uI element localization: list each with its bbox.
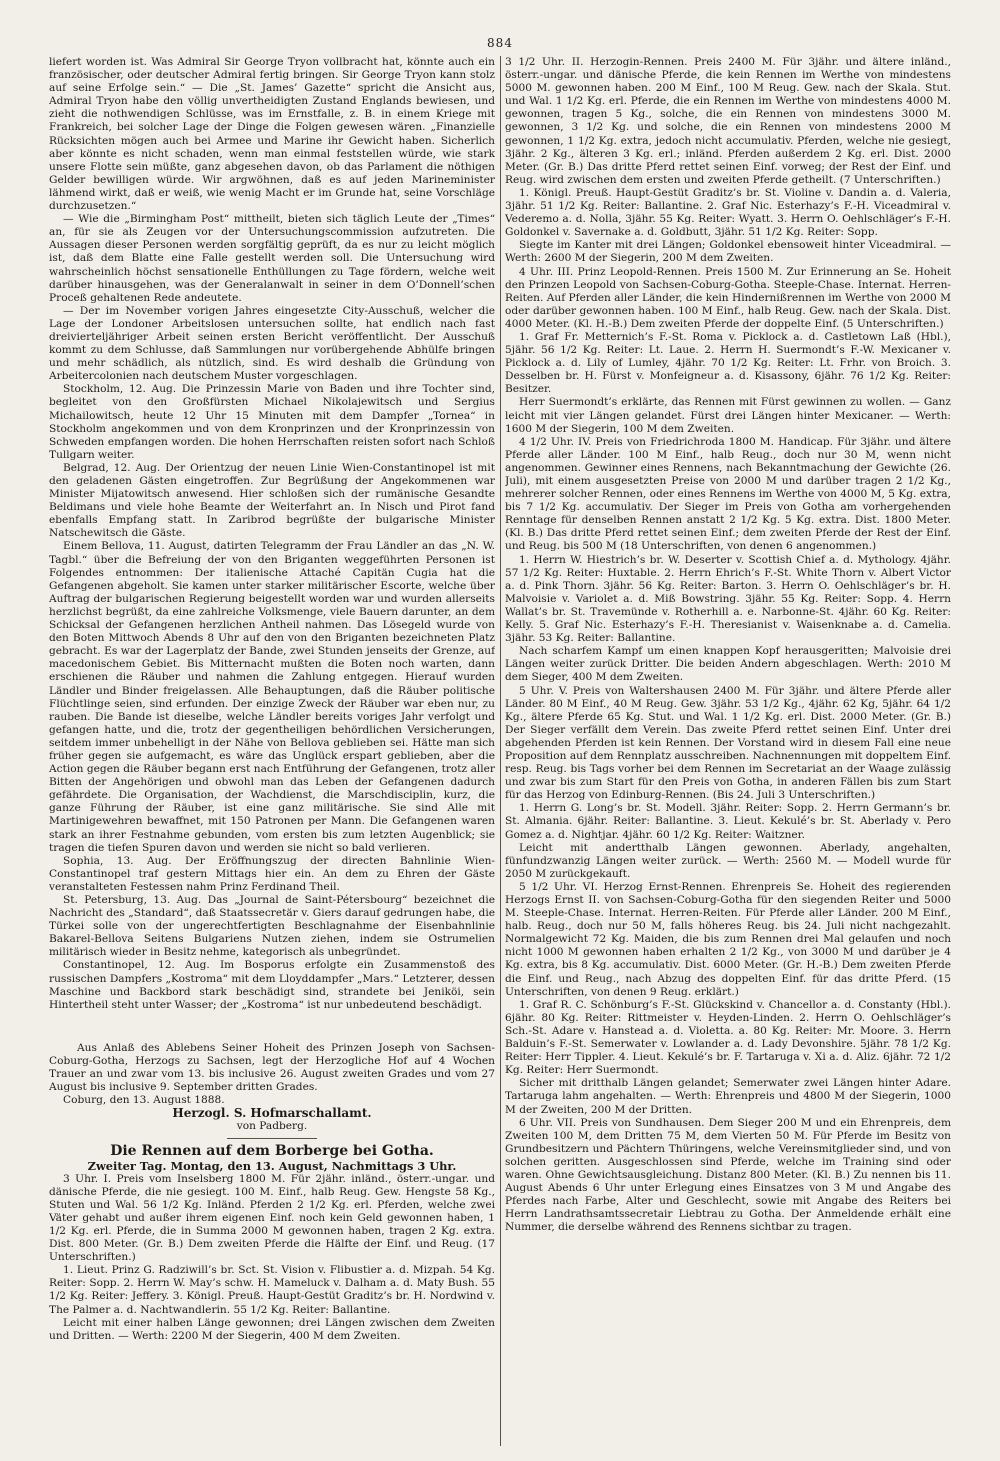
paragraph: 5 Uhr. V. Preis von Waltershausen 2400 M. Für 3jähr. und ältere Pferde aller Länder. 80 M Einf., 40 M Reug. Gew. 3jähr. 53 1/2 Kg., 4jähr. 62 Kg, 5jähr. 64 1/2 Kg., ältere Pferde 65 Kg. Stut. und Wal. 1 1/2 Kg. erl. Dist. 2000 Meter. (Gr. B.) Der Sieger verfällt dem Verein. Das zweite Pferd rettet seinen Einf. Unter drei abgehenden Pferden ist kein Rennen. Der Vorstand wird in diesem Fall eine neue Proposition auf dem Rennplatz ausschreiben. Nachnennungen mit doppeltem Einf. resp. Reug. bis Tags vorher bei dem Rennen im Secretariat an der Waage zulässig und zwar bis zum Start für den Preis von Gotha, in anderen Fällen bis zum Start für das Herzog von Edinburg-Rennen. (Bis 24. Juli 3 Unterschriften.) (505, 684, 951, 802)
paragraph: Nach scharfem Kampf um einen knappen Kopf herausgeritten; Malvoisie drei Längen weiter zurück Dritter. Die beiden Andern abgeschlagen. Werth: 2010 M dem Sieger, 400 M dem Zweiten. (505, 645, 951, 684)
paragraph: Herzogl. S. Hofmarschallamt. (172, 1106, 372, 1121)
paragraph: Belgrad, 12. Aug. Der Orientzug der neuen Linie Wien-Constantinopel ist mit den geladenen Gästen eingetroffen. Zur Begrüßung der Angekommenen war Minister Mijatowitsch anwesend. Hier schloßen sich der rumänische Gesandte Beldimans und viele hohe Beamte der Weiterfahrt an. In Nisch und Pirot fand ebenfalls Empfang statt. In Zaribrod begrüßte der bulgarische Minister Natschewitsch die Gäste. (49, 461, 495, 540)
section-divider (227, 1138, 317, 1139)
paragraph: Stockholm, 12. Aug. Die Prinzessin Marie von Baden und ihre Tochter sind, begleitet von den Großfürsten Michael Nikolajewitsch und Sergius Michailowitsch, heute 12 Uhr 15 Minuten mit dem Dampfer „Tornea“ in Stockholm angekommen und von dem Kronprinzen und der Kronprinzessin von Schweden empfangen worden. Die hohen Herrschaften reisten sofort nach Schloß Tullgarn weiter. (49, 383, 495, 461)
paragraph: 1. Königl. Preuß. Haupt-Gestüt Graditz’s br. St. Violine v. Dandin a. d. Valeria, 3jähr. 51 1/2 Kg. Reiter: Ballantine. 2. Graf Nic. Esterhazy’s F.-H. Viceadmiral v. Vederemo a. d. Nolla, 3jähr. 55 Kg. Reiter: Wyatt. 3. Herrn O. Oehlschläger’s F.-H. Goldonkel v. Savernake a. d. Goldbutt, 3jähr. 51 1/2 Kg. Reiter: Sopp. (505, 186, 951, 239)
paragraph: 3 Uhr. I. Preis vom Inselsberg 1800 M. Für 2jähr. inländ., österr.-ungar. und dänische Pferde, die nie gesiegt. 100 M. Einf., halb Reug. Gew. Hengste 58 Kg., Stuten und Wal. 56 1/2 Kg. Inländ. Pferden 2 1/2 Kg. erl. Pferden, welche zwei Väter gehabt und außer ihrem eigenen Einf. noch kein Geld gewonnen haben, 1 1/2 Kg. erl. Pferde, die in Summa 2000 M gewonnen haben, tragen 2 Kg. extra. Dist. 800 Meter. (Gr. B.) Dem zweiten Pferde die Hälfte der Einf. und Reug. (17 Unterschriften.) (49, 1172, 495, 1264)
paragraph: Aus Anlaß des Ablebens Seiner Hoheit des Prinzen Joseph von Sachsen-Coburg-Gotha, Herzogs zu Sachsen, legt der Herzogliche Hof auf 4 Wochen Trauer an und zwar vom 13. bis inclusive 26. August zweiten Grades und vom 27 August bis inclusive 9. September dritten Grades. (49, 1041, 495, 1094)
paragraph: Sicher mit dritthalb Längen gelandet; Semerwater zwei Längen hinter Adare. Tartaruga lahm angehalten. — Werth: Ehrenpreis und 4800 M der Siegerin, 1000 M der Zweiten, 200 M der Dritten. (505, 1077, 951, 1116)
subheading: Zweiter Tag. Montag, den 13. August, Nachmittags 3 Uhr. (87, 1158, 457, 1173)
page-number: 884 (487, 36, 513, 50)
paragraph: 1. Lieut. Prinz G. Radziwill’s br. Sct. St. Vision v. Flibustier a. d. Mizpah. 54 Kg. Reiter: Sopp. 2. Herrn W. May’s schw. H. Mameluck v. Dalham a. d. Maty Bush. 55 1/2 Kg. Reiter: Jeffery. 3. Königl. Preuß. Haupt-Gestüt Graditz’s br. H. Nordwind v. The Palmer a. d. Nachtwandlerin. 55 1/2 Kg. Reiter: Ballantine. (49, 1264, 495, 1316)
paragraph: 1. Graf R. C. Schönburg’s F.-St. Glückskind v. Chancellor a. d. Constanty (Hbl.). 6jähr. 80 Kg. Reiter: Rittmeister v. Heyden-Linden. 2. Herrn O. Oehlschläger’s Sch.-St. Adare v. Hanstead a. d. Violetta. a. 80 Kg. Reiter: Mr. Moore. 3. Herrn Balduin’s F.-St. Semerwater v. Lowlander a. d. Lady Devonshire. 5jähr. 78 1/2 Kg. Reiter: Herr Tippler. 4. Lieut. Kekulé’s br. F. Tartaruga v. Xi a. d. Aliz. 6jähr. 72 1/2 Kg. Reiter: Herr Suermondt. (505, 998, 951, 1077)
paragraph: Einem Bellova, 11. August, datirten Telegramm der Frau Ländler an das „N. W. Tagbl.“ über die Befreiung der von den Briganten weggeführten Personen ist Folgendes entnommen: Der italienische Attaché Capitän Cugia hat die Gefangenen abgeholt. Sie kamen unter starker militärischer Escorte, welche über Auftrag der bulgarischen Regierung beigestellt worden war und wurden allerseits herzlichst begrüßt, da eine zahlreiche Volksmenge, viele Bauern darunter, an dem Schicksal der Gefangenen herzlichen Antheil nahmen. Das Lösegeld wurde von den Boten Mittwoch Abends 8 Uhr auf den von den Briganten bezeichneten Platz gebracht. Es war der Lagerplatz der Bande, zwei Stunden jenseits der Grenze, auf macedonischem Gebiet. Bis Mitternacht mußten die Boten noch warten, dann erschienen die Räuber und nahmen die Zahlung entgegen. Hierauf wurden Ländler und Binder freigelassen. Alle Behauptungen, daß die Räuber politische Flüchtlinge seien, sind erfunden. Der einzige Zweck der Räuber war eben nur, zu rauben. Die Bande ist dieselbe, welche Ländler bereits voriges Jahr verfolgt und gefangen hatte, und die, trotz der gegentheiligen behördlichen Versicherungen, seitdem immer unbehelligt in der Nähe von Bellova geblieben sei. Hätte man sich früher gegen sie aufgemacht, es wäre das Unglück erspart geblieben, aber die Action gegen die Räuber begann erst nach Entführung der Gefangenen, trotz aller Bitten der Angehörigen und obwohl man das Leben der Gefangenen dadurch gefährdete. Die Organisation, der Wachdienst, die Marschdisciplin, kurz, die ganze Führung der Räuber, ist eine ganz militärische. Sie sind Alle mit Martinigewehren bewaffnet, mit 150 Patronen per Mann. Die Gefangenen waren stark an ihrer Festnahme gebunden, vom ersten bis zum letzten Augenblick; sie tragen die tiefen Spuren davon und werden sie nicht so bald verlieren. (49, 540, 495, 854)
paragraph: Siegte im Kanter mit drei Längen; Goldonkel ebensoweit hinter Viceadmiral. — Werth: 2600 M der Siegerin, 200 M dem Zweiten. (505, 239, 951, 265)
paragraph: — Wie die „Birmingham Post“ mittheilt, bieten sich täglich Leute der „Times“ an, für sie als Zeugen vor der Untersuchungscommission aufzutreten. Die Aussagen dieser Personen werden sorgfältig geprüft, da es nur zu leicht möglich ist, daß dem Blatte eine Falle gestellt werden soll. Die Untersuchung wird wahrscheinlich höchst sensationelle Enthüllungen zu Tage fördern, welche weit darüber hinausgehen, was der Generalanwalt in seiner in dem O’Donnell’schen Proceß gehaltenen Rede andeutete. (49, 213, 495, 304)
paragraph: 6 Uhr. VII. Preis von Sundhausen. Dem Sieger 200 M und ein Ehrenpreis, dem Zweiten 100 M, dem Dritten 75 M, dem Vierten 50 M. Für Pferde im Besitz von Grundbesitzern und Pächtern Thüringens, welche Vereinsmitglieder sind, und von solchen geritten. Ausgeschlossen sind Pferde, welche im Training sind oder waren. Ohne Gewichtsausgleichung. Distanz 800 Meter. (Kl. B.) Zu nennen bis 11. August Abends 6 Uhr unter Erlegung eines Einsatzes von 3 M und Angabe des Pferdes nach Farbe, Alter und Geschlecht, sowie mit Angabe des Reiters bei Herrn Landrathsamtssecretair Liebtrau zu Gotha. Der Anmeldende erhält eine Nummer, die derselbe während des Rennens sichtbar zu tragen. (505, 1116, 951, 1234)
paragraph: Coburg, den 13. August 1888. (63, 1094, 225, 1107)
paragraph: — Der im November vorigen Jahres eingesetzte City-Ausschuß, welcher die Lage der Londoner Arbeitslosen untersuchen sollte, hat endlich nach fast dreivierteljähriger Arbeit seinen ersten Bericht veröffentlicht. Der Ausschuß kommt zu dem Schlusse, daß Sammlungen nur vorübergehende Abhülfe bringen und mehr schädlich, als nützlich, sind. Es wird deshalb die Gründung von Arbeitercolonien nach deutschem Muster vorgeschlagen. (49, 304, 495, 383)
section-heading: Die Rennen auf dem Borberge bei Gotha. (110, 1142, 434, 1159)
paragraph: Constantinopel, 12. Aug. Im Bosporus erfolgte ein Zusammenstoß des russischen Dampfers „Kostroma“ mit dem Lloyddampfer „Mars.“ Letzterer, dessen Maschine und Backbord stark beschädigt sind, strandete bei Jeniköi, sein Hintertheil steht unter Wasser; der „Kostroma“ ist nur unbedeutend beschädigt. (49, 959, 495, 1011)
paragraph: Herr Suermondt’s erklärte, das Rennen mit Fürst gewinnen zu wollen. — Ganz leicht mit vier Längen gelandet. Fürst drei Längen hinter Mexicaner. — Werth: 1600 M der Siegerin, 100 M dem Zweiten. (505, 396, 951, 435)
paragraph: 5 1/2 Uhr. VI. Herzog Ernst-Rennen. Ehrenpreis Se. Hoheit des regierenden Herzogs Ernst II. von Sachsen-Coburg-Gotha für den siegenden Reiter und 5000 M. Steeple-Chase. Internat. Herren-Reiten. Für Pferde aller Länder. 200 M Einf., halb. Reug., doch nur 50 M, falls höheres Reug. bis 24. Juli nicht nachgezahlt. Normalgewicht 72 Kg. Maiden, die bis zum Rennen drei Mal gelaufen und noch nicht 1000 M gewonnen haben erhalten 2 1/2 Kg., von 3000 M und darüber je 4 Kg. extra, bis 8 Kg. accumulativ. Dist. 6000 Meter. (Gr. H.-B.) Dem zweiten Pferde die Einf. und Reug., nach Abzug des doppelten Einf. für das dritte Pferd. (15 Unterschriften, von denen 9 Reug. erklärt.) (505, 880, 951, 998)
right-column (505, 56, 951, 1451)
paragraph: Leicht mit andertthalb Längen gewonnen. Aberlady, angehalten, fünfundzwanzig Längen weiter zurück. — Werth: 2560 M. — Modell wurde für 2050 M zurückgekauft. (505, 841, 951, 880)
paragraph: von Padberg. (236, 1120, 308, 1133)
paragraph: Sophia, 13. Aug. Der Eröffnungszug der directen Bahnlinie Wien-Constantinopel traf gestern Mittags hier ein. An dem zu Ehren der Gäste veranstalteten Festessen nahm Prinz Ferdinand Theil. (49, 854, 495, 893)
paragraph: liefert worden ist. Was Admiral Sir George Tryon vollbracht hat, könnte auch ein französischer, oder deutscher Admiral fertig bringen. Sir George Tryon kann stolz auf seine Erfolge sein.“ — Die „St. James’ Gazette“ spricht die Ansicht aus, Admiral Tryon habe den völlig unvertheidigten Zustand Englands bewiesen, und zieht die nothwendigen Schlüsse, was im Ernstfalle, z. B. in einem Kriege mit Frankreich, bei solcher Lage der Dinge die Folgen gewesen wären. „Finanzielle Rücksichten mögen auch bei Armee und Marine ihr Gewicht haben. Sicherlich aber könnte es nicht schaden, wenn man einmal feststellen würde, wie stark unsere Flotte sein müßte, ganz abgesehen davon, ob das Parlament die nöthigen Gelder bewilligen würde. Wir argwöhnen, daß es auf jeden Marineminister lähmend wirkt, daß er weiß, wie wenig Macht er im Grunde hat, seine Vorschläge durchzusetzen.“ (49, 56, 495, 213)
paragraph: 3 1/2 Uhr. II. Herzogin-Rennen. Preis 2400 M. Für 3jähr. und ältere inländ., österr.-ungar. und dänische Pferde, die kein Rennen im Werthe von mindestens 5000 M. gewonnen haben. 200 M Einf., 100 M Reug. Gew. nach der Skala. Stut. und Wal. 1 1/2 Kg. erl. Pferde, die ein Rennen im Werthe von mindestens 4000 M. gewonnen, tragen 5 Kg., solche, die ein Rennen von mindestens 3000 M. gewonnen, 3 1/2 Kg. und solche, die ein Rennen von mindestens 2000 M gewonnen, 1 1/2 Kg. extra, jedoch nicht accumulativ. Pferden, welche nie gesiegt, 3jähr. 2 Kg., älteren 3 Kg. erl.; inländ. Pferden außerdem 2 Kg. erl. Dist. 2000 Meter. (Gr. B.) Das dritte Pferd rettet seinen Einf. vorweg; der Rest der Einf. und Reug. wird zwischen dem ersten und zweiten Pferde getheilt. (7 Unterschriften.) (505, 56, 951, 186)
left-column (49, 56, 495, 1451)
paragraph: 1. Graf Fr. Metternich’s F.-St. Roma v. Picklock a. d. Castletown Laß (Hbl.), 5jähr. 56 1/2 Kg. Reiter: Lt. Laue. 2. Herrn H. Suermondt’s F.-W. Mexicaner v. Picklock a. d. Lily of Lumley, 4jähr. 70 1/2 Kg. Reiter: Lt. Frhr. von Broich. 3. Desselben br. H. Fürst v. Monfeigneur a. d. Kisassony, 6jähr. 76 1/2 Kg. Reiter: Besitzer. (505, 330, 951, 396)
column-rule (500, 56, 501, 1446)
paragraph: 1. Herrn W. Hiestrich’s br. W. Deserter v. Scottish Chief a. d. Mythology. 4jähr. 57 1/2 Kg. Reiter: Huxtable. 2. Herrn Ehrich’s F.-St. White Thorn v. Albert Victor a. d. Pink Thorn. 3jähr. 56 Kg. Reiter: Barton. 3. Herrn O. Oehlschläger’s br. H. Malvoisie v. Variolet a. d. Miß Bowstring. 3jähr. 55 Kg. Reiter: Sopp. 4. Herrn Wallat’s br. St. Travemünde v. Rotherhill a. e. Narbonne-St. 4jähr. 60 Kg. Reiter: Kelly. 5. Graf Nic. Esterhazy’s F.-H. Theresianist v. Waisenknabe a. d. Camelia. 3jähr. 53 Kg. Reiter: Ballantine. (505, 553, 951, 645)
paragraph: 1. Herrn G. Long’s br. St. Modell. 3jähr. Reiter: Sopp. 2. Herrn Germann’s br. St. Almania. 6jähr. Reiter: Ballantine. 3. Lieut. Kekulé’s br. St. Aberlady v. Pero Gomez a. d. Nightjar. 4jähr. 60 1/2 Kg. Reiter: Waitzner. (505, 802, 951, 841)
paragraph: Leicht mit einer halben Länge gewonnen; drei Längen zwischen dem Zweiten und Dritten. — Werth: 2200 M der Siegerin, 400 M dem Zweiten. (49, 1316, 495, 1342)
paragraph: 4 Uhr. III. Prinz Leopold-Rennen. Preis 1500 M. Zur Erinnerung an Se. Hoheit den Prinzen Leopold von Sachsen-Coburg-Gotha. Steeple-Chase. Internat. Herren-Reiten. Auf Pferden aller Länder, die kein Hindernißrennen im Werthe von 2000 M oder darüber gewonnen haben. 100 M Einf., halb Reug. Gew. nach der Skala. Dist. 4000 Meter. (Kl. H.-B.) Dem zweiten Pferde der doppelte Einf. (5 Unterschriften.) (505, 265, 951, 330)
paragraph: 4 1/2 Uhr. IV. Preis von Friedrichroda 1800 M. Handicap. Für 3jähr. und ältere Pferde aller Länder. 100 M Einf., halb Reug., doch nur 30 M, wenn nicht angenommen. Gewinner eines Rennens, nach Bekanntmachung der Gewichte (26. Juli), mit einem ausgesetzten Preise von 2000 M und darüber tragen 2 1/2 Kg., mehrerer solcher Rennen, oder eines Rennens im Werthe von 4000 M, 5 Kg. extra, bis 7 1/2 Kg. accumulativ. Der Sieger im Preis von Gotha am vorhergehenden Renntage für denselben Rennen anstatt 2 1/2 Kg. 5 Kg. extra. Dist. 1800 Meter. (Kl. B.) Das dritte Pferd rettet seinen Einf.; dem zweiten Pferde der Rest der Einf. und Reug. bis 500 M (18 Unterschriften, von denen 6 angenommen.) (505, 435, 951, 553)
paragraph: St. Petersburg, 13. Aug. Das „Journal de Saint-Pétersbourg“ bezeichnet die Nachricht des „Standard“, daß Staatssecretär v. Giers darauf gedrungen habe, die Türkei solle von der ungerechtfertigten Beschlagnahme der Eisenbahnlinie Bakarel-Bellova Seitens Bulgariens Nutzen ziehen, indem sie Ostrumelien militärisch wieder in Besitz nehme, kategorisch als unbegründet. (49, 894, 495, 959)
